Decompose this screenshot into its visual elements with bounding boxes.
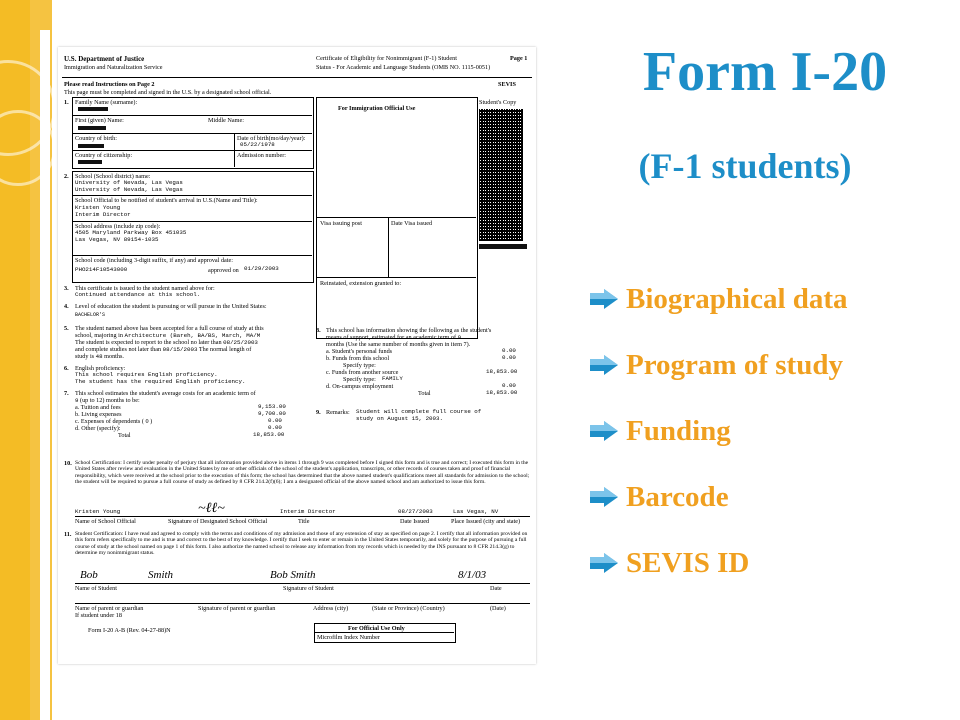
official-title: Interim Director	[75, 211, 131, 218]
remarks1: Student will complete full course of	[356, 408, 482, 415]
students-copy: Student's Copy	[479, 99, 517, 106]
report-date: 08/25/2003	[223, 339, 258, 346]
cost-value: 0.00	[268, 424, 282, 431]
bullet-text: SEVIS ID	[626, 546, 750, 579]
parent-label: Signature of parent or guardian	[198, 605, 276, 612]
support-label: Specify type:	[343, 376, 376, 383]
item5a: The student named above has been accepted for a full course of study at this	[75, 325, 264, 332]
address-label: School address (include zip code):	[75, 223, 161, 230]
family-name-label: Family Name (surname):	[75, 99, 138, 106]
country-citizen-label: Country of citizenship:	[75, 152, 133, 159]
support-label: c. Funds from another source	[326, 369, 399, 376]
item10: School Certification: I certify under penalty of perjury that all information provided above in items 1 through 9 was completed before I signed this form and is true and correct; I executed this form in the United States after review and evaluation in the United States by me or other officials of the school of the student's application, transcripts, or other records of courses taken and proof of financial responsibility, which were received at the school prior to the execution of this form; the school has determined that the above named student's qualifications meet all standards for admission to the school; the student will be required to pursue a full course of study as defined by 8 CFR 214.2(f)(6); I am a designated official of the above named school and am authorized to issue this form.	[75, 460, 530, 486]
bullet-item	[590, 332, 848, 398]
approved-on-label: approved on	[208, 267, 239, 274]
middle-name-label: Middle Name:	[208, 117, 244, 124]
term-months: 9	[75, 397, 79, 404]
bullet-item	[590, 530, 848, 596]
slide-title: Form I-20	[642, 41, 888, 103]
student-label: Name of Student	[75, 585, 117, 592]
form-number: Form I-20 A-B (Rev. 04-27-88)N	[88, 627, 171, 634]
country-birth-label: Country of birth:	[75, 135, 117, 142]
item3-value: Continued attendance at this school.	[75, 291, 201, 298]
major: Architecture (Bareh, BA/BS, March, MA/M	[124, 332, 261, 339]
support-value: 18,853.00	[486, 389, 518, 396]
form-sevis: SEVIS	[498, 81, 516, 88]
form-service: Immigration and Naturalization Service	[64, 64, 163, 71]
support-value: 18,853.00	[486, 368, 518, 375]
microfilm-label: Microfilm Index Number	[317, 634, 380, 641]
school-code: PHO214F10543000	[75, 266, 128, 273]
cost-label: c. Expenses of dependents ( 0 )	[75, 418, 153, 425]
student-label: Signature of Student	[283, 585, 334, 592]
arrow-bullet-icon	[590, 421, 618, 441]
official-use-title: For Immigration Official Use	[338, 105, 416, 112]
reinstated-label: Reinstated, extension granted to:	[320, 280, 402, 287]
item4: Level of education the student is pursuing or will pursue in the United States:	[75, 303, 267, 310]
item5e: The normal length of	[198, 346, 252, 353]
bullet-item	[590, 398, 848, 464]
item8c: months (Use the same number of months given in item 7).	[326, 341, 471, 348]
admission-label: Admission number:	[237, 152, 286, 159]
sig-date: 08/27/2003	[398, 508, 433, 515]
student-sig-first: Bob	[80, 569, 98, 581]
support-label: Total	[418, 390, 431, 397]
support-value: 0.00	[502, 354, 516, 361]
dob-label: Date of birth(mo/day/year):	[237, 135, 306, 142]
school-label: School (School district) name:	[75, 173, 151, 180]
complete-date: 08/15/2003	[162, 346, 198, 353]
cost-value: 9,153.00	[258, 403, 286, 410]
item11: Student Certification: I have read and agreed to comply with the terms and conditions of my admission and those of any extension of stay as specified on page 2. I certify that all information provided on this form refers specifically to me and is true and correct to the best of my knowledge. I certify that I seek to enter or remain in the United States temporarily, and solely for the purpose of pursuing a full course of study at the school named on page 1 of this form. I also authorize the named school to release any information from my records which is needed by the INS pursuant to 8 CFR 214.3(g) to determine my nonimmigrant status.	[75, 531, 528, 557]
form-instructions2: This page must be completed and signed in the U.S. by a designated school official.	[64, 89, 272, 96]
sig-label: Name of School Official	[75, 518, 136, 525]
bullet-item	[590, 464, 848, 530]
item5f: study is	[75, 353, 95, 360]
parent-label: Address (city)	[313, 605, 349, 612]
item4-value: BACHELOR'S	[75, 312, 106, 318]
cost-value: 9,700.00	[258, 410, 286, 417]
item5b: school, majoring in	[75, 332, 123, 339]
item5c: The student is expected to report to the school no later than	[75, 339, 222, 346]
sig-label: Place Issued (city and state)	[451, 518, 521, 525]
item8b-value: 9	[457, 334, 462, 341]
sig-label: Date Issued	[400, 518, 430, 525]
bullet-text: Barcode	[626, 480, 729, 513]
sig-label: Signature of Designated School Official	[168, 518, 268, 525]
support-value: 0.00	[502, 382, 516, 389]
visa-issuing-label: Visa issuing post	[320, 220, 362, 227]
bullet-text: Biographical data	[626, 282, 848, 315]
support-label: a. Student's personal funds	[326, 348, 393, 355]
remarks2: study on August 15, 2003.	[356, 415, 443, 422]
item6: English proficiency:	[75, 365, 126, 372]
arrow-bullet-icon	[590, 487, 618, 507]
form-instructions: Please read Instructions on Page 2	[64, 81, 155, 88]
parent-label: Name of parent or guardian	[75, 605, 144, 612]
bullet-list	[590, 266, 848, 596]
support-label: Specify type:	[343, 362, 376, 369]
dob-value: 05/22/1978	[240, 141, 275, 148]
arrow-bullet-icon	[590, 553, 618, 573]
slide-subtitle: (F-1 students)	[638, 146, 852, 186]
cost-label: d. Other (specify):	[75, 425, 121, 432]
address2: Las Vegas, NV 89154-1035	[75, 236, 159, 243]
item6-v1: This school requires English proficiency.	[75, 371, 218, 378]
form-cert-title: Certificate of Eligibility for Nonimmigrant (F-1) Student	[316, 55, 457, 62]
cost-value: 18,853.00	[253, 431, 285, 438]
months-label: months.	[104, 353, 124, 360]
official-use-only: For Official Use Only	[348, 625, 405, 632]
student-label: Date	[490, 585, 502, 592]
school-name1: University of Nevada, Las Vegas	[75, 179, 183, 186]
sig-name: Kristen Young	[75, 508, 121, 515]
item7: This school estimates the student's average costs for an academic term of	[75, 390, 256, 397]
arrow-bullet-icon	[590, 289, 618, 309]
months-value: 48	[95, 353, 103, 360]
cost-label: a. Tuition and fees	[75, 404, 121, 411]
school-code-label: School code (including 3-digit suffix, if any) and approval date:	[75, 257, 233, 264]
barcode-icon	[479, 109, 523, 241]
school-name2: University of Nevada, Las Vegas	[75, 186, 183, 193]
item3: This certificate is issued to the student named above for:	[75, 285, 215, 292]
cost-value: 0.00	[268, 417, 282, 424]
if-under: If student under 18	[75, 612, 122, 619]
first-name-label: First (given) Name:	[75, 117, 124, 124]
item5d: and complete studies not later than	[75, 346, 162, 353]
support-value: 0.00	[502, 347, 516, 354]
sig-place: Las Vegas, NV	[453, 508, 499, 515]
bullet-item	[590, 266, 848, 332]
bullet-text: Funding	[626, 414, 731, 447]
form-cert-status: Status - For Academic and Language Students (OMB NO. 1115-0051)	[316, 64, 491, 71]
cost-label: b. Living expenses	[75, 411, 122, 418]
support-value: FAMILY	[382, 375, 403, 382]
item8a: This school has information showing the following as the student's	[326, 327, 492, 334]
date-visa-label: Date Visa issued	[391, 220, 433, 227]
slide-margin	[40, 30, 50, 720]
support-label: b. Funds from this school	[326, 355, 390, 362]
address1: 4505 Maryland Parkway Box 451035	[75, 229, 187, 236]
official-name: Kristen Young	[75, 204, 121, 211]
bullet-text: Program of study	[626, 348, 843, 381]
student-signature: Bob Smith	[270, 569, 316, 581]
approved-date: 01/29/2003	[244, 265, 279, 272]
student-sig-date: 8/1/03	[458, 569, 487, 581]
sig-label: Title	[298, 518, 310, 525]
student-sig-last: Smith	[148, 569, 174, 581]
item6-v2: The student has the required English proficiency.	[75, 378, 246, 385]
item7b: (up to 12) months to be:	[80, 397, 140, 404]
item8b: means of support, estimated for an academic term of	[326, 334, 457, 341]
i20-form-image: U.S. Department of Justice Immigration and Naturalization Service Certificate of Eligibility for Nonimmigrant (F-1) Student Status - For Academic and Language Students (OMB NO. 1115-0051) Page 1 Please read Instructions on Page 2 SEVIS This page must be completed and signed in the U.S. by a designated school official. 1. Family Name (surname): First (given) Name: Middle Name: Country of birth: Date of birth(mo/day/year): 05/22/1978 Country of citizenship: Admission number: For Immigration Official Use Student's Copy Visa issuing post Date Visa issued Reinstated, extension granted to: 2. School (School district) name: University of Nevada, Las Vegas University of Nevada, Las Vegas School Official to be notified of student's arrival in U.S.(Name and Title): Kristen Young Interim Director School address (include zip code): 4505 Maryland Parkway Box 451035 Las Vegas, NV 89154-1035 School code (including 3-digit suffix, if any) and approval date: PHO214F10543000 approved on 01/29/2003 3. This certificate is issued to the student named above for: Continued attendance at this school. 4. Level of education the student is pursuing or will pursue in the United States: BACHELOR'S 5. The student named above has been accepted for a full course of study at this school, majoring in Architecture (Bareh, BA/BS, March, MA/M The student is expected to report to the school no later than 08/25/2003 and complete studies not later than 08/15/2003 The normal length of study is 48 months. 6. English proficiency: This school requires English proficiency. The student has the required English proficiency. 7. This school estimates the student's average costs for an academic term of 9 (up to 12) months to be: a. Tuition and fees 9,153.00 b. Living expenses 9,700.00 c. Expenses of dependents ( 0 ) 0.00 d. Other (specify): 0.00 Total 18,853.00 8. This school has information showing the following as the student's means of support, estimated for an academic term of 9 months (Use the same number of months given in item 7). a. Student's personal funds 0.00 b. Funds from this school 0.00 Specify type: c. Funds from another source 18,853.00 Specify type: FAMILY d. On-campus employment 0.00 Total 18,853.00 9. Remarks: Student will complete full course of study on August 15, 2003. 10. School Certification: I certify under penalty of perjury that all information provided above in items 1 through 9 was completed before I signed this form and is true and correct; I executed this form in the United States after review and evaluation in the United States by me or other officials of the school of the student's application, transcripts, or other records of courses taken and proof of financial responsibility, which were received at the school prior to the execution of this form; the school has determined that the above named student's qualifications meet all standards for admission to the school; the student will be required to pursue a full course of study as defined by 8 CFR 214.2(f)(6); I am a designated official of the above named school and am authorized to issue this form. Kristen Young ~ℓℓ~ Interim Director 08/27/2003 Las Vegas, NV Name of School Official Signature of Designated School Official Title Date Issued Place Issued (city and state) 11. Student Certification: I have read and agreed to comply with the terms and conditions of my admission and those of any extension of stay as specified on page 2. I certify that all information provided on this form refers specifically to me and is true and correct to the best of my knowledge. I certify that I seek to enter or remain in the United States temporarily, and solely for the purpose of pursuing a full course of study at the school named on page 1 of this form. I also authorize the named school to release any information from my records which is needed by the INS pursuant to 8 CFR 214.3(g) to determine my nonimmigrant status. Bob Smith Bob Smith 8/1/03 Name of Student Signature of Student Date Name of parent or guardian Signature of parent or guardian Address (city) (State or Province) (Country) (Date) If student under 18 Form I-20 A-B (Rev. 04-27-88)N For Official Use Only Microfilm Index Number	[58, 47, 536, 664]
arrow-bullet-icon	[590, 355, 618, 375]
parent-label: (Date)	[490, 605, 506, 612]
form-dept: U.S. Department of Justice	[64, 55, 145, 63]
official-label: School Official to be notified of student's arrival in U.S.(Name and Title):	[75, 197, 258, 204]
support-label: d. On-campus employment	[326, 383, 394, 390]
item9: Remarks:	[326, 409, 350, 416]
form-page: Page 1	[510, 55, 528, 62]
cost-label: Total	[118, 432, 131, 439]
parent-label: (State or Province) (Country)	[372, 605, 445, 612]
sig-title: Interim Director	[280, 508, 336, 515]
